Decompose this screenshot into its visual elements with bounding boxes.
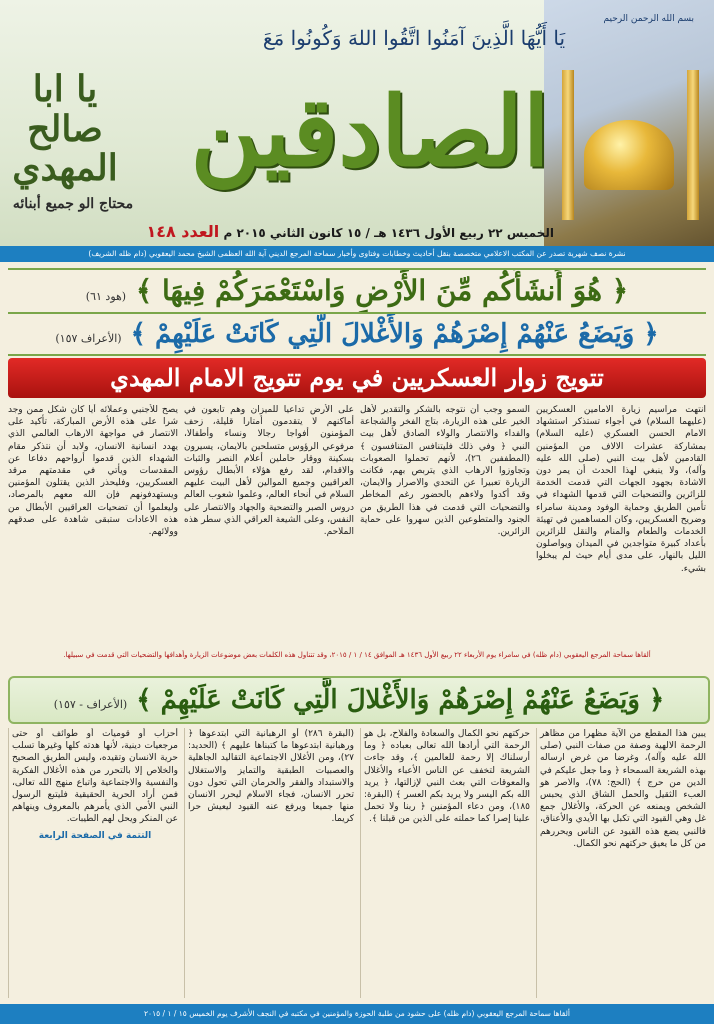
verse-banner-2: [8, 314, 706, 356]
minaret-right: [687, 70, 699, 220]
headline-bar: تتويج زوار العسكريين في يوم تتويج الامام المهدي: [8, 358, 706, 398]
article-1-column-2: السمو وجب أن نتوجه بالشكر والتقدير لأهل الخير على هذه الزيارة، بتاج الفخر والشجاعة والفداء والانتصار والولاء الصادق لأهل بيت النبي ﴿ وفي ذلك فليتنافس المتنافسون ﴾ (المطففين ٢٦)، لأنهم تحملوا الصعوبات وتجاوزوا الارهاب الذي يتربص بهم، فكانت الزيارة تعبيرا عن التحدي والاصرار والايمان، وقد أكدوا ولاءهم بالحضور رغم المخاطر والتضحيات التي قدمت في هذا الطريق من الجنود والمتطوعين الذين سهروا على حماية الزائرين.: [360, 405, 530, 538]
publisher-strip: نشرة نصف شهرية تصدر عن المكتب الاعلامي متخصصة بنقل أحاديث وخطابات وفتاوى وأخبار سماحة المرجع الديني آية الله العظمى الشيخ محمد اليعقوبي (دام ظله الشريف): [0, 246, 714, 262]
article-1-column-3: على الأرض تداعيا للميزان وهم تابعون في أماكنهم لا يتقدمون أمتارا قليلة، زحف المؤمنون أفواجا رجالا ونساء وأطفالا، مرفوعي الرؤوس متسلحين بالايمان، يسيرون بسكينة ووقار حاملين أعلام النصر والثبات والاقدام، لقد رفع هؤلاء الأبطال رؤوس العراقيين وجميع الموالين لأهل البيت عليهم السلام في أنحاء العالم، وعلموا شعوب العالم دروس الصبر والتضحية والجهاد والانتصار على النفس، وعلى الشيعة العراقي الذي سطر هذه الملاحم.: [184, 405, 354, 538]
minaret-left: [562, 70, 574, 220]
footer-strip: ألقاها سماحة المرجع اليعقوبي (دام ظله) على حشود من طلبة الحوزة والمؤمنين في مكتبه في النجف الأشرف يوم الخميس ١٥ / ١ / ٢٠١٥: [0, 1004, 714, 1024]
article-1-column-1: انتهت مراسيم زيارة الامامين العسكريين (عليهما السلام) في أجواء تستذكر استشهاد الامام الحسن العسكري (عليه السلام) بمشاركة عشرات الالاف من المؤمنين القادمين لأهل بيت النبي (صلى الله عليه وآله)، ولا ينبغي لهذا الحدث أن يمر دون الاشادة بجهود الجهات التي قدمت الخدمة للزائرين والتضحيات التي قدمها الشهداء في تأمين الطريق وحماية الوفود ومدينة سامراء وضريح العسكريين، وكان المساهمين في تهيئة الخدمات والطعام والمنام والنقل للزائرين بأعداد كبيرة متواجدين في الميدان ويواصلون الليل بالنهار، على مدى أيام حيث لم يبخلوا بشيء.: [536, 405, 706, 574]
verse-banner-2-ref: (الأعراف ١٥٧): [55, 332, 122, 345]
continued-link: التتمة في الصفحة الرابعة: [38, 830, 152, 841]
verse-banner-3-ref: (الأعراف - ١٥٧): [53, 698, 128, 711]
verse-banner-1: [8, 268, 706, 314]
issue-date: الخميس ٢٢ ربيع الأول ١٤٣٦ هـ / ١٥ كانون الثاني ٢٠١٥ م: [223, 226, 554, 240]
golden-dome: [584, 120, 674, 190]
article-1: [8, 404, 706, 648]
verse-banner-2-text: ﴿ وَيَضَعُ عَنْهُمْ إِصْرَهُمْ وَالأَغْلالَ الَّتِي كَانَتْ عَلَيْهِمْ ﴾: [130, 319, 659, 349]
verse-banner-3: [8, 676, 710, 724]
top-verse: يَا أَيُّهَا الَّذِينَ آمَنُوا اتَّقُوا اللهَ وَكُونُوا مَعَ: [262, 26, 566, 50]
basmala: بسم الله الرحمن الرحيم: [603, 14, 694, 24]
article-2-column-3: (البقرة ٢٨٦) أو الرهبانية التي ابتدعوها ﴿ ورهبانية ابتدعوها ما كتبناها عليهم ﴾ (الحديد: ٢٧)، ومن الأغلال الاجتماعية التقاليد الجاهلية والعصبيات الطبقية والتمايز والاستغلال والاستبداد والفقر والحرمان التي تحول دون تحرر الانسان، فجاء الاسلام ليحرر الانسان منها جميعا ويرفع عنه القيود ليعيش حرا كريما.: [184, 728, 354, 998]
article-2-column-2: حركتهم نحو الكمال والسعادة والفلاح، بل هو الرحمة التي أرادها الله تعالى بعباده ﴿ وما أرسلناك إلا رحمة للعالمين ﴾، وقد جاءت الشريعة لتخفف عن الناس الأعباء والأغلال والمعوقات التي بعث النبي لإزالتها، ﴿ يريد الله بكم اليسر ولا يريد بكم العسر ﴾ (البقرة: ١٨٥)، ومن دعاء المؤمنين ﴿ ربنا ولا تحمل علينا إصرا كما حملته على الذين من قبلنا ﴾.: [360, 728, 530, 998]
newspaper-title: الصادقين: [190, 75, 550, 188]
calligraphy-caption: محتاج الو جميع أبنائه: [12, 196, 134, 212]
verse-banner-1-text: ﴿ هُوَ أَنشَأَكُم مِّنَ الأَرْضِ وَاسْتَعْمَرَكُمْ فِيهَا ﴾: [135, 274, 629, 307]
masthead: [0, 0, 714, 262]
article-2-column-1: يبين هذا المقطع من الآية مظهرا من مظاهر الرحمة الالهية وصفة من صفات النبي (صلى الله عليه وآله)، وغرضا من غرض ارساله بهذه الشريعة السمحاء ﴿ وما جعل عليكم في الدين من حرج ﴾ (الحج: ٧٨)، والاصر هو العبء الثقيل والحمل الشاق الذي يحبس الشخص ويمنعه عن الحركة، والأغلال جمع غل وهي القيود التي تكبل بها الأيدي والأعناق، فالنبي يضع هذه القيود عن الناس ويحررهم من كل ما يعيق حركتهم نحو الكمال.: [536, 728, 706, 998]
article-2-column-4-text: أحزاب أو قوميات أو طوائف أو حتى مرجعيات دينية، لأنها هدته كلها وغيرها تسلب حرية الانسان وتقيده، وليس الطريق الصحيح والخلاص إلا بالتحرر من هذه الأغلال الفكرية والنفسية والاجتماعية واتباع منهج الله تعالى، فمن أراد الحرية الحقيقية فليتبع الرسول النبي الأمي الذي يأمرهم بالمعروف وينهاهم عن المنكر ويحل لهم الطيبات.: [12, 729, 178, 825]
verse-banner-1-ref: (هود ٦١): [85, 290, 127, 303]
verse-banner-3-text: ﴿ وَيَضَعُ عَنْهُمْ إِصْرَهُمْ وَالأَغْلالَ الَّتِي كَانَتْ عَلَيْهِمْ ﴾: [136, 685, 665, 715]
article-1-footnote: ألقاها سماحة المرجع اليعقوبي (دام ظله) في سامراء يوم الأربعاء ٢٢ ربيع الأول ١٤٣٦ هـ الموافق ١٤ / ١ / ٢٠١٥، وقد تتناول هذه الكلمات بعض موضوعات الزيارة وأهدافها والتضحيات التي قدمت في سبيلها.: [63, 651, 651, 659]
article-2-column-4: [8, 728, 178, 998]
calligraphy-logo: يا ابا صالح المهدي: [12, 68, 118, 190]
article-2: [8, 728, 706, 998]
dateline: [140, 222, 554, 241]
article-1-column-4: يصح للأجنبي وعملائه أيا كان شكل ممن وجد شرا على هذه الأرض المباركة، تأكيد على الانتصار في مواجهة الارهاب العالمي الذي يهدد انسانية الانسان، ولابد أن نتذكر مقام الشهداء الذين قدموا أرواحهم دفاعا عن المقدسات ويأتي في مقدمتهم مرقد العسكريين، وفليحذر الذين يقتلون المؤمنين ويستهدفونهم فإن الله معهم بالمرصاد، وليعلموا أن تضحيات العراقيين الأبطال من هذه الاعادات ستبقى شاهدة على صدقهم وولائهم.: [8, 405, 178, 538]
issue-number: العدد ١٤٨: [146, 222, 220, 241]
